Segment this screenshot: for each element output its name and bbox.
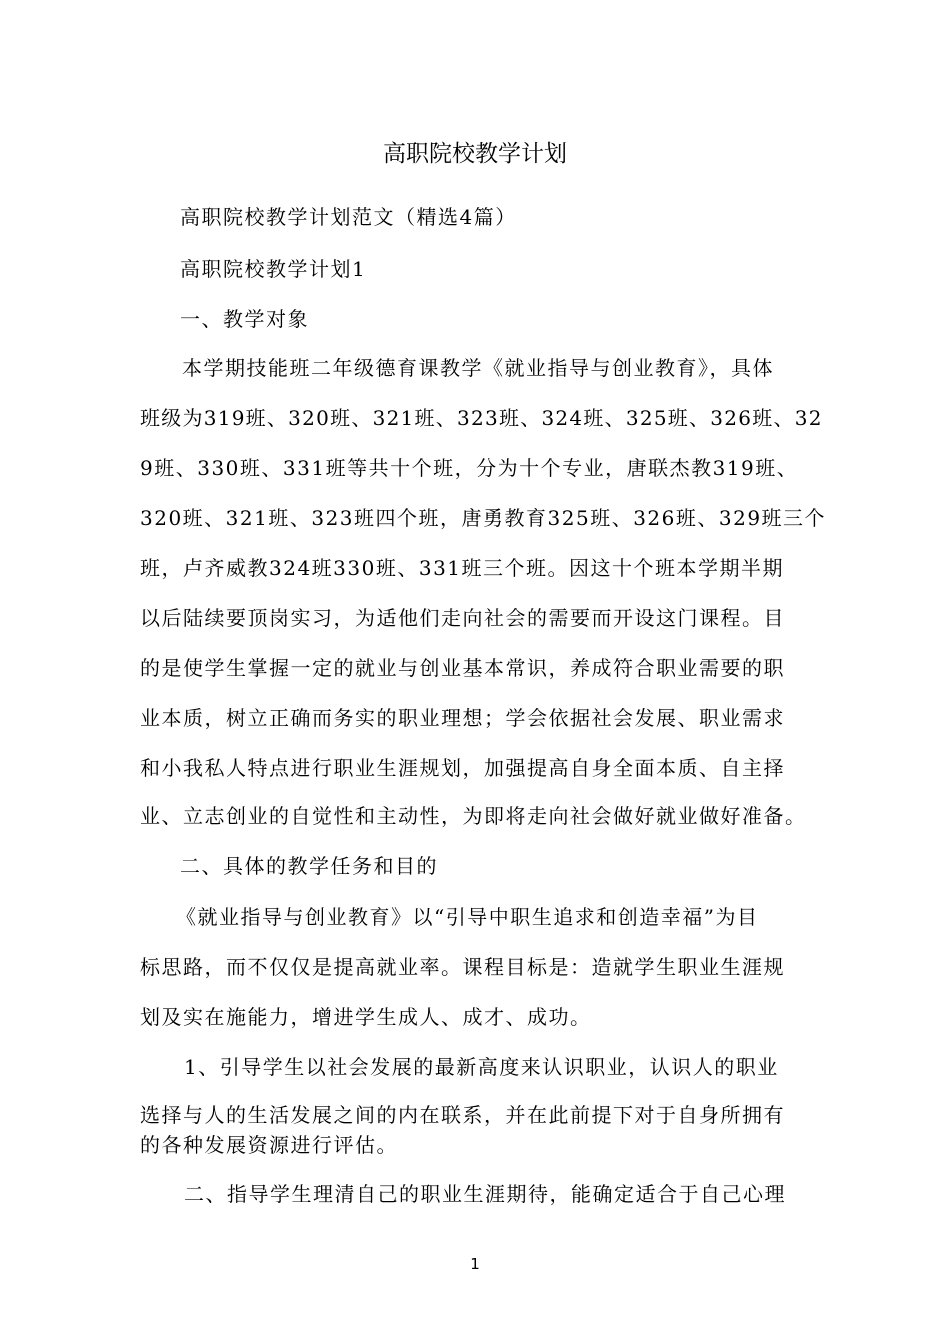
paragraph-line: 9班、330班、331班等共十个班，分为十个专业，唐联杰教319班、 bbox=[140, 456, 799, 480]
section-heading: 一、教学对象 bbox=[180, 307, 309, 331]
paragraph-line: 《就业指导与创业教育》以“引导中职生追求和创造幸福”为目 bbox=[176, 905, 759, 929]
paragraph-line: 班，卢齐威教324班330班、331班三个班。因这十个班本学期半期 bbox=[140, 556, 785, 580]
paragraph-line: 班级为319班、320班、321班、323班、324班、325班、326班、32 bbox=[140, 406, 823, 430]
document-subtitle: 高职院校教学计划范文（精选4篇） bbox=[180, 205, 517, 229]
paragraph-line: 选择与人的生活发展之间的内在联系，并在此前提下对于自身所拥有 bbox=[140, 1103, 785, 1127]
paragraph-line: 1、引导学生以社会发展的最新高度来认识职业，认识人的职业 bbox=[184, 1055, 779, 1079]
section-heading: 二、具体的教学任务和目的 bbox=[180, 854, 438, 878]
paragraph-line: 划及实在施能力，增进学生成人、成才、成功。 bbox=[140, 1005, 592, 1029]
paragraph-line: 业本质，树立正确而务实的职业理想；学会依据社会发展、职业需求 bbox=[140, 706, 785, 730]
paragraph-line: 以后陆续要顶岗实习，为适他们走向社会的需要而开设这门课程。目 bbox=[140, 606, 785, 630]
paragraph-line: 和小我私人特点进行职业生涯规划，加强提高自身全面本质、自主择 bbox=[140, 756, 785, 780]
paragraph-line: 业、立志创业的自觉性和主动性，为即将走向社会做好就业做好准备。 bbox=[140, 804, 807, 828]
paragraph-line: 二、指导学生理清自己的职业生涯期待，能确定适合于自己心理 bbox=[184, 1182, 786, 1206]
paragraph-line: 320班、321班、323班四个班，唐勇教育325班、326班、329班三个 bbox=[140, 506, 827, 530]
page-number: 1 bbox=[470, 1255, 480, 1273]
paragraph-line: 的各种发展资源进行评估。 bbox=[140, 1133, 398, 1157]
document-title: 高职院校教学计划 bbox=[383, 141, 567, 167]
paragraph-line: 本学期技能班二年级德育课教学《就业指导与创业教育》，具体 bbox=[182, 356, 774, 380]
section-heading: 高职院校教学计划1 bbox=[180, 257, 367, 281]
paragraph-line: 的是使学生掌握一定的就业与创业基本常识，养成符合职业需要的职 bbox=[140, 656, 785, 680]
paragraph-line: 标思路，而不仅仅是提高就业率。课程目标是：造就学生职业生涯规 bbox=[140, 955, 785, 979]
